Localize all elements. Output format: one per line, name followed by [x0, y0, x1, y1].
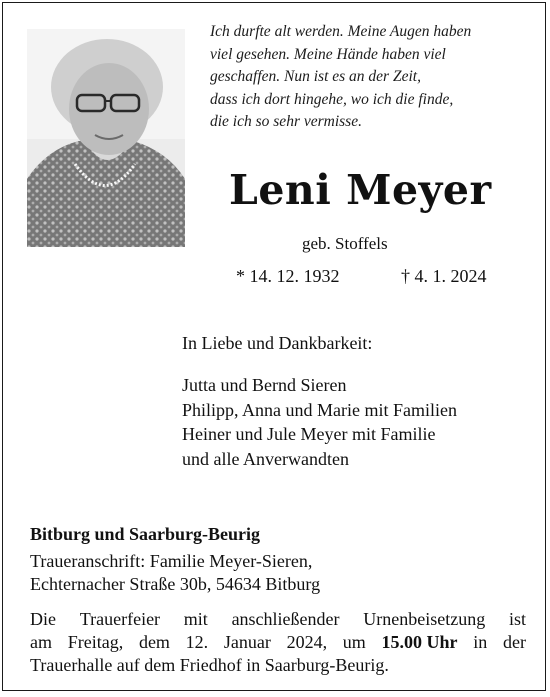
birth-date: * 14. 12. 1932	[236, 266, 340, 286]
service-time: 15.00 Uhr	[381, 632, 458, 652]
service-word: 12.	[185, 632, 209, 652]
service-word: anschließender	[231, 609, 340, 629]
service-word: Die	[30, 609, 56, 629]
maiden-name: geb. Stoffels	[302, 234, 388, 253]
location-heading: Bitburg und Saarburg-Beurig	[30, 524, 261, 544]
mourner-line: Jutta und Bernd Sieren	[182, 375, 347, 395]
service-word: der	[502, 632, 526, 652]
address-line: Echternacher Straße 30b, 54634 Bitburg	[30, 574, 321, 594]
portrait-image	[27, 29, 185, 247]
service-word: Januar	[223, 632, 271, 652]
poem-line: dass ich dort hingehe, wo ich die finde,	[210, 90, 454, 108]
service-word: am	[30, 632, 52, 652]
mourning-address	[30, 550, 320, 596]
poem-line: viel gesehen. Meine Hände haben viel	[210, 45, 446, 63]
poem-line: Ich durfte alt werden. Meine Augen haben	[210, 23, 472, 40]
service-word: mit	[183, 609, 208, 629]
mourner-line: und alle Anverwandten	[182, 448, 349, 469]
poem-line: die ich so sehr vermisse.	[210, 113, 362, 130]
service-word: Freitag,	[67, 632, 124, 652]
service-line: Trauerhalle auf dem Friedhof in Saarburg-Beurig.	[30, 655, 389, 675]
memorial-poem	[210, 21, 540, 134]
mourners-list	[182, 373, 457, 471]
service-word: Urnenbeisetzung	[363, 609, 486, 629]
death-date: † 4. 1. 2024	[401, 266, 487, 286]
mourners-intro: In Liebe und Dankbarkeit:	[182, 333, 373, 353]
funeral-service-info	[30, 608, 526, 677]
service-word: 2024,	[286, 632, 328, 652]
address-line: Traueranschrift: Familie Meyer-Sieren,	[30, 551, 313, 571]
service-word: Trauerfeier	[79, 609, 161, 629]
service-line	[30, 608, 526, 631]
service-word: um	[342, 632, 366, 652]
service-word: dem	[138, 632, 170, 652]
service-line	[30, 631, 526, 654]
mourner-line: Philipp, Anna und Marie mit Familien	[182, 399, 457, 420]
mourner-line: Heiner und Jule Meyer mit Familie	[182, 424, 436, 444]
service-word: in	[473, 632, 488, 652]
obituary-card	[2, 2, 546, 691]
portrait-photo	[27, 29, 185, 247]
poem-line: geschaffen. Nun ist es an der Zeit,	[210, 68, 421, 85]
service-word: ist	[508, 609, 526, 629]
deceased-name: Leni Meyer	[229, 166, 492, 214]
